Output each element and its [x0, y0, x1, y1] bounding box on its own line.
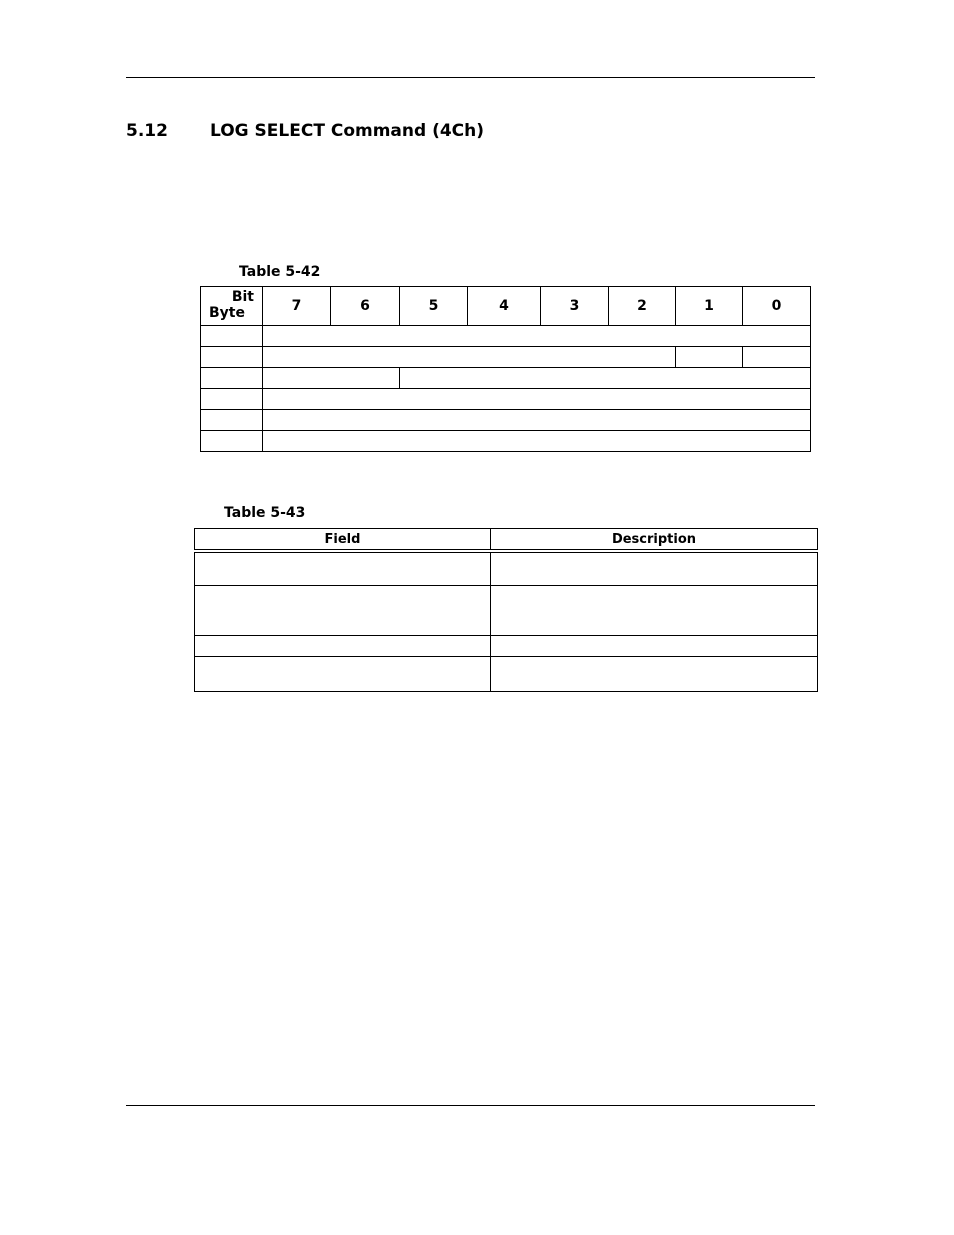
field-cell: [400, 368, 811, 389]
bit-7-header: 7: [263, 287, 331, 326]
bit-header-row: [201, 287, 811, 326]
field-cell: [263, 368, 400, 389]
table-row: [195, 585, 818, 635]
section-number: 5.12: [126, 121, 168, 141]
field-description-table: [194, 528, 818, 692]
table-row: [195, 656, 818, 691]
field-cell: [263, 389, 811, 410]
bit-5-header: 5: [400, 287, 468, 326]
description-cell: [491, 635, 818, 656]
field-cell: [263, 326, 811, 347]
byte-cell: [201, 368, 263, 389]
field-cell: [263, 431, 811, 452]
byte-row-3: [201, 389, 811, 410]
byte-row-2: [201, 368, 811, 389]
field-cell: [195, 551, 491, 585]
byte-row-0: [201, 326, 811, 347]
field-cell: [743, 347, 811, 368]
bit-label: Bit: [231, 289, 254, 305]
byte-cell: [201, 431, 263, 452]
description-cell: [491, 551, 818, 585]
byte-label: Byte: [209, 305, 245, 321]
bit-0-header: 0: [743, 287, 811, 326]
field-cell: [195, 656, 491, 691]
footer-rule: [126, 1105, 815, 1106]
byte-row-5: [201, 431, 811, 452]
byte-row-4: [201, 410, 811, 431]
byte-cell: [201, 347, 263, 368]
table-row: [195, 635, 818, 656]
byte-cell: [201, 326, 263, 347]
bit-1-header: 1: [676, 287, 743, 326]
header-rule: [126, 77, 815, 78]
bit-2-header: 2: [609, 287, 676, 326]
field-cell: [676, 347, 743, 368]
description-cell: [491, 585, 818, 635]
bit-byte-corner: [201, 287, 263, 326]
bit-3-header: 3: [541, 287, 609, 326]
byte-cell: [201, 410, 263, 431]
section-title: LOG SELECT Command (4Ch): [210, 121, 485, 141]
table-5-42-caption: Table 5-42: [239, 264, 321, 280]
table-row: [195, 551, 818, 585]
field-cell: [195, 635, 491, 656]
field-column-header: Field: [195, 529, 491, 552]
description-column-header: Description: [491, 529, 818, 552]
description-cell: [491, 656, 818, 691]
field-cell: [195, 585, 491, 635]
bit-6-header: 6: [331, 287, 400, 326]
cdb-format-table: [200, 286, 811, 452]
field-header-row: [195, 529, 818, 552]
byte-row-1: [201, 347, 811, 368]
bit-4-header: 4: [468, 287, 541, 326]
field-cell: [263, 347, 676, 368]
byte-cell: [201, 389, 263, 410]
field-cell: [263, 410, 811, 431]
table-5-43-caption: Table 5-43: [224, 505, 306, 521]
